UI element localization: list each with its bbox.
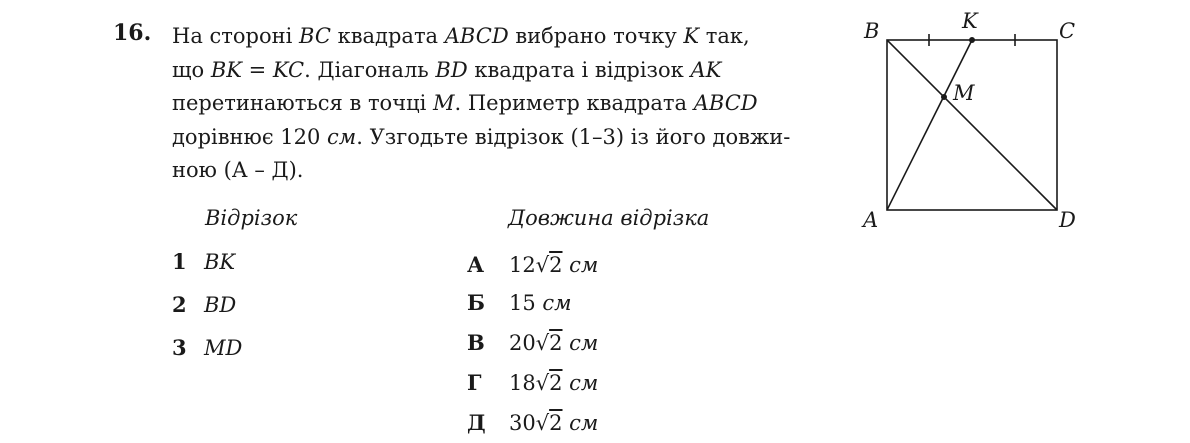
- segment-name: BK: [204, 250, 236, 274]
- radical-sign-icon: √: [535, 331, 550, 355]
- label-B: B: [864, 19, 880, 43]
- label-K: K: [962, 9, 978, 33]
- length-coefficient: 30: [509, 411, 536, 435]
- statement-text: =: [241, 57, 273, 82]
- statement-text: . Периметр квадрата: [454, 91, 694, 115]
- statement-text: . Узгодьте відрізок (1–3) із його довжи-: [356, 124, 791, 149]
- label-M: M: [953, 81, 975, 105]
- statement-text: квадрата і відрізок: [467, 57, 691, 82]
- math-symbol: ABCD: [444, 24, 509, 48]
- math-symbol: см: [327, 124, 357, 149]
- statement-text: так,: [699, 24, 750, 48]
- point-K: [969, 37, 975, 43]
- segment-name: MD: [204, 336, 243, 360]
- segment-number: 2: [172, 292, 187, 317]
- length-unit: см: [535, 291, 572, 315]
- math-symbol: AK: [690, 57, 722, 82]
- radicand: 2: [549, 331, 563, 355]
- statement-text: що: [172, 57, 211, 82]
- statement-text: квадрата: [330, 24, 445, 48]
- segment-name: BD: [204, 293, 237, 317]
- diagonal-BD: [887, 40, 1057, 210]
- statement-text: . Діагональ: [304, 57, 436, 82]
- radical-sign-icon: √: [535, 253, 550, 277]
- length-coefficient: 20: [509, 331, 536, 355]
- math-symbol: BC: [299, 24, 331, 48]
- option-letter: В: [467, 330, 485, 355]
- radical-sign-icon: √: [535, 371, 550, 395]
- radicand: 2: [549, 253, 563, 277]
- length-coefficient: 12: [509, 253, 536, 277]
- problem-number: 16.: [113, 20, 152, 46]
- math-symbol: ABCD: [693, 91, 758, 115]
- option-letter: А: [467, 252, 485, 277]
- statement-text: перетинаються в точці: [172, 91, 433, 115]
- math-symbol: K: [683, 24, 700, 48]
- point-M: [941, 94, 947, 100]
- math-symbol: M: [432, 91, 455, 115]
- option-letter: Д: [467, 410, 486, 435]
- length-unit: см: [562, 371, 599, 395]
- math-symbol: BD: [435, 57, 468, 82]
- length-unit: см: [562, 253, 599, 277]
- segment-number: 1: [172, 249, 187, 274]
- statement-text: На стороні: [172, 24, 300, 48]
- length-unit: см: [562, 411, 599, 435]
- segment-AK: [887, 40, 972, 210]
- label-D: D: [1059, 208, 1076, 232]
- label-C: C: [1059, 19, 1076, 43]
- segment-column-header: Відрізок: [205, 206, 298, 230]
- length-coefficient: 18: [509, 371, 536, 395]
- statement-text: вибрано точку: [508, 24, 684, 48]
- radicand: 2: [549, 371, 563, 395]
- statement-text: ною (А – Д).: [172, 158, 304, 182]
- segment-number: 3: [172, 335, 187, 360]
- length-coefficient: 15: [509, 291, 536, 315]
- length-unit: см: [562, 331, 599, 355]
- radicand: 2: [549, 411, 563, 435]
- radical-sign-icon: √: [535, 411, 550, 435]
- label-A: A: [863, 208, 879, 232]
- math-symbol: KC: [272, 57, 305, 82]
- statement-text: дорівнює 120: [172, 124, 328, 149]
- option-letter: Г: [467, 370, 482, 395]
- math-symbol: BK: [210, 57, 242, 82]
- option-letter: Б: [467, 290, 485, 315]
- length-column-header: Довжина відрізка: [508, 206, 710, 230]
